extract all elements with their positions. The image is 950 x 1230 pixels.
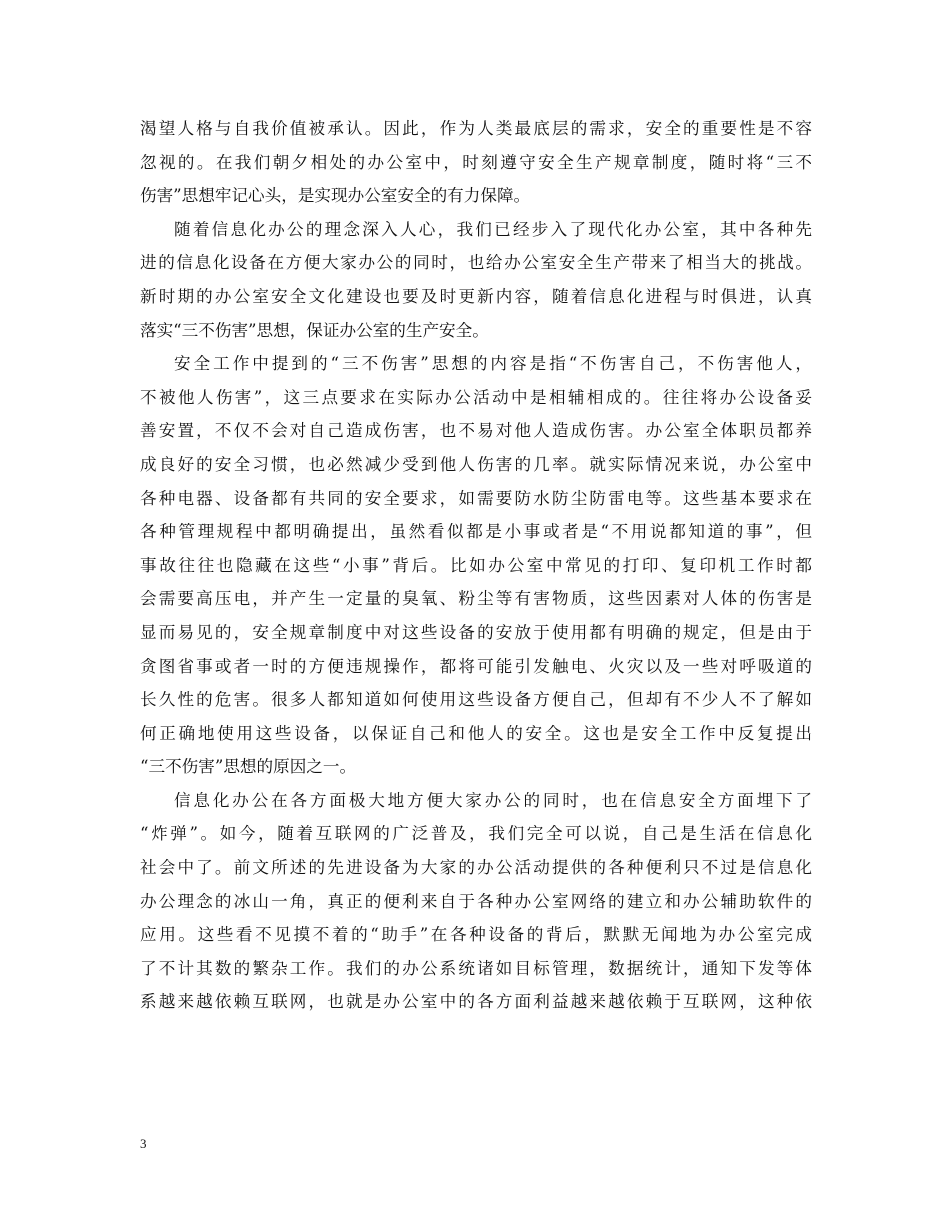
text-line: 长久性的危害。很多人都知道如何使用这些设备方便自己，但却有不少人不了解如 [140, 690, 812, 710]
text-line: 各种电器、设备都有共同的安全要求，如需要防水防尘防雷电等。这些基本要求在 [140, 488, 812, 508]
text-line: 善安置，不仅不会对自己造成伤害，也不易对他人造成伤害。办公室全体职员都养 [140, 421, 812, 441]
text-line: 信息化办公在各方面极大地方便大家办公的同时，也在信息安全方面埋下了 [174, 790, 812, 810]
text-line: “炸弹”。如今，随着互联网的广泛普及，我们完全可以说，自己是生活在信息化 [140, 824, 812, 844]
text-line: 何正确地使用这些设备，以保证自己和他人的安全。这也是安全工作中反复提出 [140, 723, 812, 743]
text-line: 显而易见的，安全规章制度中对这些设备的安放于使用都有明确的规定，但是由于 [140, 622, 812, 642]
text-line: 系越来越依赖互联网，也就是办公室中的各方面利益越来越依赖于互联网，这种依 [140, 992, 812, 1012]
text-line: 安全工作中提到的“三不伤害”思想的内容是指“不伤害自己，不伤害他人， [174, 354, 812, 374]
text-line: 成良好的安全习惯，也必然减少受到他人伤害的几率。就实际情况来说，办公室中 [140, 454, 812, 474]
text-line: 了不计其数的繁杂工作。我们的办公系统诸如目标管理，数据统计，通知下发等体 [140, 958, 812, 978]
body-text [140, 112, 812, 1019]
text-line: 忽视的。在我们朝夕相处的办公室中，时刻遵守安全生产规章制度，随时将“三不 [140, 152, 812, 172]
text-line: 社会中了。前文所述的先进设备为大家的办公活动提供的各种便利只不过是信息化 [140, 858, 812, 878]
text-line: 会需要高压电，并产生一定量的臭氧、粉尘等有害物质，这些因素对人体的伤害是 [140, 589, 812, 609]
text-line: 不被他人伤害”，这三点要求在实际办公活动中是相辅相成的。往往将办公设备妥 [140, 387, 812, 407]
text-line: 渴望人格与自我价值被承认。因此，作为人类最底层的需求，安全的重要性是不容 [140, 119, 812, 138]
text-line: 事故往往也隐藏在这些“小事”背后。比如办公室中常见的打印、复印机工作时都 [140, 555, 812, 575]
text-line: “三不伤害”思想的原因之一。 [140, 757, 357, 777]
text-line: 应用。这些看不见摸不着的“助手”在各种设备的背后，默默无闻地为办公室完成 [140, 925, 812, 945]
text-line: 随着信息化办公的理念深入人心，我们已经步入了现代化办公室，其中各种先 [174, 219, 812, 239]
text-line: 伤害”思想牢记心头，是实现办公室安全的有力保障。 [140, 186, 531, 206]
page-number: 3 [140, 1136, 147, 1151]
text-line: 各种管理规程中都明确提出，虽然看似都是小事或者是“不用说都知道的事”，但 [140, 522, 812, 542]
text-line: 办公理念的冰山一角，真正的便利来自于各种办公室网络的建立和办公辅助软件的 [140, 891, 812, 911]
text-line: 进的信息化设备在方便大家办公的同时，也给办公室安全生产带来了相当大的挑战。 [140, 253, 812, 273]
text-line: 新时期的办公室安全文化建设也要及时更新内容，随着信息化进程与时俱进，认真 [140, 286, 812, 306]
text-line: 贪图省事或者一时的方便违规操作，都将可能引发触电、火灾以及一些对呼吸道的 [140, 656, 812, 676]
text-line: 落实“三不伤害”思想，保证办公室的生产安全。 [140, 320, 489, 340]
